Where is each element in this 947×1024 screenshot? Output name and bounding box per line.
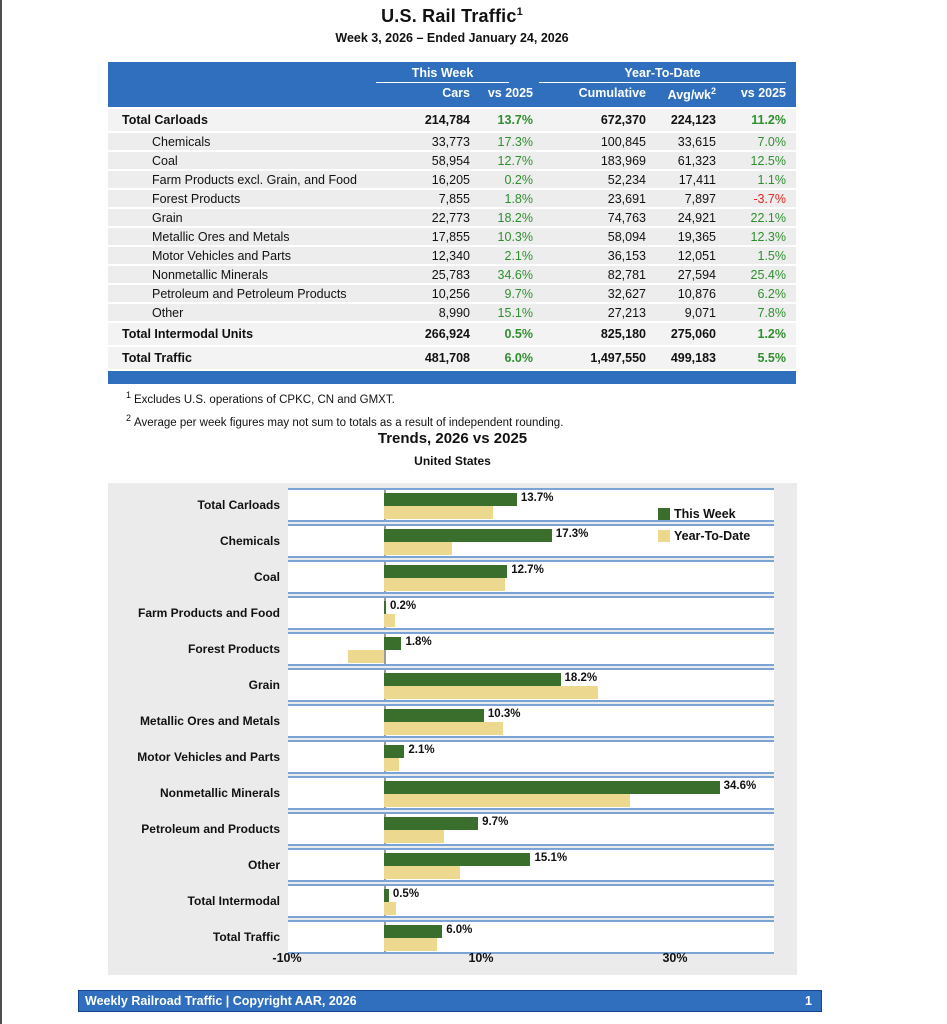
cell-avg-wk: 275,060 xyxy=(670,327,716,342)
cell-vs2025-week: 6.0% xyxy=(504,351,533,366)
chart-plot-cell xyxy=(288,920,774,954)
column-header-tail xyxy=(786,86,796,102)
column-header-vs2025-ytd: vs 2025 xyxy=(740,86,786,100)
bar-value-label: 15.1% xyxy=(534,852,568,864)
report-header xyxy=(108,6,796,45)
footnote-1-marker: 1 xyxy=(126,390,132,400)
chart-category-label: Coal xyxy=(253,570,280,584)
bar-this-week xyxy=(384,529,552,542)
bar-value-label: 10.3% xyxy=(487,708,521,720)
bar-this-week xyxy=(384,781,720,794)
cell-avg-wk: 224,123 xyxy=(670,113,716,128)
table-row xyxy=(108,264,796,283)
column-header-avg-wk xyxy=(646,86,716,102)
cell-cumulative: 27,213 xyxy=(607,305,646,320)
cell-cars: 266,924 xyxy=(424,327,470,342)
chart-category-label: Grain xyxy=(248,678,280,692)
cell-avg-wk: 499,183 xyxy=(670,351,716,366)
legend-label-this-week: This Week xyxy=(674,507,736,521)
bar-year-to-date xyxy=(384,938,437,951)
cell-cumulative: 1,497,550 xyxy=(590,351,646,366)
row-label: Forest Products xyxy=(152,191,241,206)
cell-avg-wk: 10,876 xyxy=(677,286,716,301)
cell-cars: 214,784 xyxy=(424,113,470,128)
table-row xyxy=(108,207,796,226)
cell-vs2025-ytd: -3.7% xyxy=(753,191,786,206)
bar-value-label: 0.5% xyxy=(392,888,420,900)
cell-cars: 17,855 xyxy=(431,229,470,244)
chart-row xyxy=(108,703,797,739)
legend-swatch-year-to-date-icon xyxy=(658,530,670,542)
x-axis-tick-label: -10% xyxy=(272,951,302,965)
bar-this-week xyxy=(384,565,507,578)
cell-vs2025-ytd: 7.0% xyxy=(757,134,786,149)
footnote-2-marker: 2 xyxy=(126,412,132,423)
footnote-2 xyxy=(126,413,563,429)
column-header-vs2025-week: vs 2025 xyxy=(487,86,533,100)
legend-item-this-week xyxy=(658,503,750,525)
cell-cumulative: 23,691 xyxy=(607,191,646,206)
cell-vs2025-ytd: 6.2% xyxy=(757,286,786,301)
x-axis-tick-label: 30% xyxy=(662,951,688,965)
cell-vs2025-ytd: 1.1% xyxy=(757,172,786,187)
cell-vs2025-week: 2.1% xyxy=(504,248,533,263)
chart-row xyxy=(108,559,797,595)
cell-vs2025-ytd: 12.3% xyxy=(750,229,786,244)
chart-row xyxy=(108,919,797,955)
footnote-2-text: Average per week figures may not sum to totals as a result of independent rounding. xyxy=(134,416,564,429)
row-label: Farm Products excl. Grain, and Food xyxy=(152,172,357,187)
bar-value-label: 0.2% xyxy=(389,600,417,612)
cell-cars: 8,990 xyxy=(438,305,470,320)
row-label: Total Intermodal Units xyxy=(122,327,254,342)
legend-label-year-to-date: Year-To-Date xyxy=(674,529,751,543)
cell-vs2025-week: 18.2% xyxy=(497,210,533,225)
x-axis-tick-label: 10% xyxy=(468,951,494,965)
chart-legend xyxy=(658,503,750,547)
footnote-1 xyxy=(126,390,563,406)
chart-category-label: Motor Vehicles and Parts xyxy=(137,750,280,764)
cell-cumulative: 183,969 xyxy=(600,153,646,168)
table-row xyxy=(108,169,796,188)
cell-cumulative: 52,234 xyxy=(607,172,646,187)
bar-year-to-date xyxy=(384,830,444,843)
chart-plot-cell xyxy=(288,812,774,846)
rail-traffic-table xyxy=(108,62,796,384)
footnote-1-text: Excludes U.S. operations of CPKC, CN and GMXT. xyxy=(134,393,395,406)
cell-cumulative: 36,153 xyxy=(607,248,646,263)
table-column-header-row xyxy=(108,83,796,107)
cell-cars: 22,773 xyxy=(431,210,470,225)
table-row xyxy=(108,283,796,302)
cell-avg-wk: 27,594 xyxy=(677,267,716,282)
bar-value-label: 18.2% xyxy=(564,672,598,684)
cell-cars: 481,708 xyxy=(424,351,470,366)
bar-this-week xyxy=(384,673,561,686)
cell-vs2025-ytd: 22.1% xyxy=(750,210,786,225)
cell-vs2025-week: 13.7% xyxy=(497,113,533,128)
cell-avg-wk: 24,921 xyxy=(677,210,716,225)
bar-year-to-date xyxy=(384,686,598,699)
cell-cumulative: 32,627 xyxy=(607,286,646,301)
chart-row xyxy=(108,775,797,811)
page-title-text: U.S. Rail Traffic xyxy=(381,6,517,26)
cell-avg-wk: 61,323 xyxy=(677,153,716,168)
row-label: Total Traffic xyxy=(122,351,192,366)
bar-year-to-date xyxy=(384,614,395,627)
row-label: Other xyxy=(152,305,184,320)
table-body xyxy=(108,107,796,369)
bar-value-label: 1.8% xyxy=(405,636,432,648)
bar-year-to-date xyxy=(384,794,630,807)
cell-cars: 7,855 xyxy=(438,191,470,206)
bar-this-week xyxy=(384,745,404,758)
table-row xyxy=(108,345,796,369)
bar-this-week xyxy=(384,601,386,614)
bar-value-label: 34.6% xyxy=(723,780,757,792)
chart-category-label: Farm Products and Food xyxy=(137,606,280,620)
cell-vs2025-ytd: 12.5% xyxy=(750,153,786,168)
table-row xyxy=(108,302,796,321)
table-row xyxy=(108,188,796,207)
bar-value-label: 6.0% xyxy=(446,924,473,936)
cell-cumulative: 82,781 xyxy=(607,267,646,282)
cell-vs2025-ytd: 25.4% xyxy=(750,267,786,282)
cell-avg-wk: 12,051 xyxy=(677,248,716,263)
chart-plot-cell xyxy=(288,704,774,738)
table-group-header-row xyxy=(108,66,796,83)
chart-row xyxy=(108,667,797,703)
chart-category-label: Forest Products xyxy=(187,642,280,656)
chart-plot-cell xyxy=(288,632,774,666)
page-title xyxy=(108,6,796,27)
bar-this-week xyxy=(384,925,442,938)
cell-cars: 10,256 xyxy=(431,286,470,301)
column-header-spacer xyxy=(108,86,370,102)
chart-plot-cell xyxy=(288,848,774,882)
column-header-cumulative: Cumulative xyxy=(578,86,646,100)
column-header-avg-wk-text: Avg/wk xyxy=(667,88,711,103)
cell-vs2025-ytd: 1.2% xyxy=(757,327,786,342)
cell-vs2025-week: 1.8% xyxy=(504,191,533,206)
chart-row xyxy=(108,631,797,667)
row-label: Petroleum and Petroleum Products xyxy=(152,286,347,301)
bar-this-week xyxy=(384,817,478,830)
chart-subtitle: United States xyxy=(414,454,491,468)
bar-year-to-date xyxy=(384,578,505,591)
group-header-this-week: This Week xyxy=(376,66,509,83)
page-footer-bar xyxy=(78,990,822,1012)
footnotes xyxy=(126,390,563,436)
table-bottom-bar xyxy=(108,371,796,384)
window-edge-line xyxy=(0,0,2,1024)
chart-header xyxy=(108,430,797,468)
row-label: Metallic Ores and Metals xyxy=(152,229,290,244)
bar-year-to-date xyxy=(384,902,396,915)
cell-vs2025-ytd: 7.8% xyxy=(757,305,786,320)
legend-item-year-to-date xyxy=(658,525,750,547)
bar-this-week xyxy=(384,709,484,722)
chart-category-label: Other xyxy=(247,858,280,872)
chart-plot-cell xyxy=(288,596,774,630)
x-axis-ticks xyxy=(108,951,797,971)
table-header xyxy=(108,62,796,107)
cell-cumulative: 74,763 xyxy=(607,210,646,225)
cell-cumulative: 58,094 xyxy=(607,229,646,244)
chart-row xyxy=(108,595,797,631)
footer-page-number: 1 xyxy=(805,994,812,1008)
bar-year-to-date xyxy=(384,866,460,879)
column-header-cars: Cars xyxy=(442,86,470,100)
bar-value-label: 17.3% xyxy=(555,528,589,540)
group-header-year-to-date: Year-To-Date xyxy=(539,66,786,83)
trends-bar-chart xyxy=(108,483,797,975)
bar-year-to-date xyxy=(348,650,384,663)
page-subtitle: Week 3, 2026 – Ended January 24, 2026 xyxy=(335,31,569,45)
chart-title: Trends, 2026 vs 2025 xyxy=(377,430,528,447)
bar-value-label: 13.7% xyxy=(520,492,554,504)
cell-cars: 25,783 xyxy=(431,267,470,282)
cell-avg-wk: 19,365 xyxy=(677,229,716,244)
chart-plot-cell xyxy=(288,776,774,810)
bar-year-to-date xyxy=(384,542,452,555)
cell-vs2025-week: 34.6% xyxy=(497,267,533,282)
table-row xyxy=(108,107,796,131)
bar-value-label: 9.7% xyxy=(482,816,509,828)
chart-category-label: Chemicals xyxy=(219,534,280,548)
cell-avg-wk: 9,071 xyxy=(684,305,716,320)
legend-swatch-this-week-icon xyxy=(658,508,670,520)
chart-category-label: Metallic Ores and Metals xyxy=(139,714,280,728)
chart-row xyxy=(108,883,797,919)
chart-plot-cell xyxy=(288,668,774,702)
cell-vs2025-ytd: 5.5% xyxy=(757,351,786,366)
chart-category-label: Petroleum and Products xyxy=(141,822,280,836)
row-label: Nonmetallic Minerals xyxy=(152,267,269,282)
chart-plot-cell xyxy=(288,884,774,918)
table-row xyxy=(108,150,796,169)
cell-cumulative: 672,370 xyxy=(600,113,646,128)
cell-cars: 33,773 xyxy=(431,134,470,149)
chart-plot-cell xyxy=(288,560,774,594)
cell-vs2025-week: 9.7% xyxy=(504,286,533,301)
chart-rows xyxy=(108,487,797,955)
cell-vs2025-week: 15.1% xyxy=(497,305,533,320)
cell-avg-wk: 17,411 xyxy=(678,172,716,187)
chart-category-label: Total Carloads xyxy=(197,498,280,512)
table-row xyxy=(108,226,796,245)
bar-this-week xyxy=(384,493,517,506)
cell-avg-wk: 7,897 xyxy=(684,191,716,206)
cell-cars: 12,340 xyxy=(431,248,470,263)
bar-year-to-date xyxy=(384,758,399,771)
table-row xyxy=(108,245,796,264)
cell-cars: 58,954 xyxy=(431,153,470,168)
page-title-footnote-marker: 1 xyxy=(516,6,523,18)
cell-vs2025-week: 10.3% xyxy=(497,229,533,244)
cell-vs2025-ytd: 1.5% xyxy=(757,248,786,263)
bar-year-to-date xyxy=(384,722,503,735)
cell-cumulative: 100,845 xyxy=(600,134,646,149)
chart-category-label: Total Traffic xyxy=(212,930,280,944)
chart-row xyxy=(108,811,797,847)
bar-this-week xyxy=(384,637,401,650)
chart-plot-cell xyxy=(288,740,774,774)
cell-vs2025-week: 0.5% xyxy=(504,327,533,342)
avg-wk-footnote-marker: 2 xyxy=(710,86,716,96)
bar-value-label: 2.1% xyxy=(408,744,435,756)
cell-vs2025-week: 0.2% xyxy=(504,172,533,187)
bar-this-week xyxy=(384,889,389,902)
chart-row xyxy=(108,847,797,883)
chart-category-label: Total Intermodal xyxy=(187,894,280,908)
cell-avg-wk: 33,615 xyxy=(677,134,716,149)
footer-text: Weekly Railroad Traffic | Copyright AAR, 2026 xyxy=(85,994,357,1008)
row-label: Motor Vehicles and Parts xyxy=(152,248,291,263)
table-row xyxy=(108,131,796,150)
bar-this-week xyxy=(384,853,530,866)
chart-category-label: Nonmetallic Minerals xyxy=(159,786,280,800)
cell-cumulative: 825,180 xyxy=(600,327,646,342)
cell-cars: 16,205 xyxy=(431,172,470,187)
cell-vs2025-week: 12.7% xyxy=(497,153,533,168)
bar-year-to-date xyxy=(384,506,493,519)
chart-row xyxy=(108,739,797,775)
bar-value-label: 12.7% xyxy=(511,564,544,576)
cell-vs2025-ytd: 11.2% xyxy=(751,113,786,128)
row-label: Coal xyxy=(152,153,178,168)
table-row xyxy=(108,321,796,345)
row-label: Grain xyxy=(152,210,183,225)
cell-vs2025-week: 17.3% xyxy=(497,134,533,149)
row-label: Chemicals xyxy=(152,134,211,149)
row-label: Total Carloads xyxy=(122,113,208,128)
